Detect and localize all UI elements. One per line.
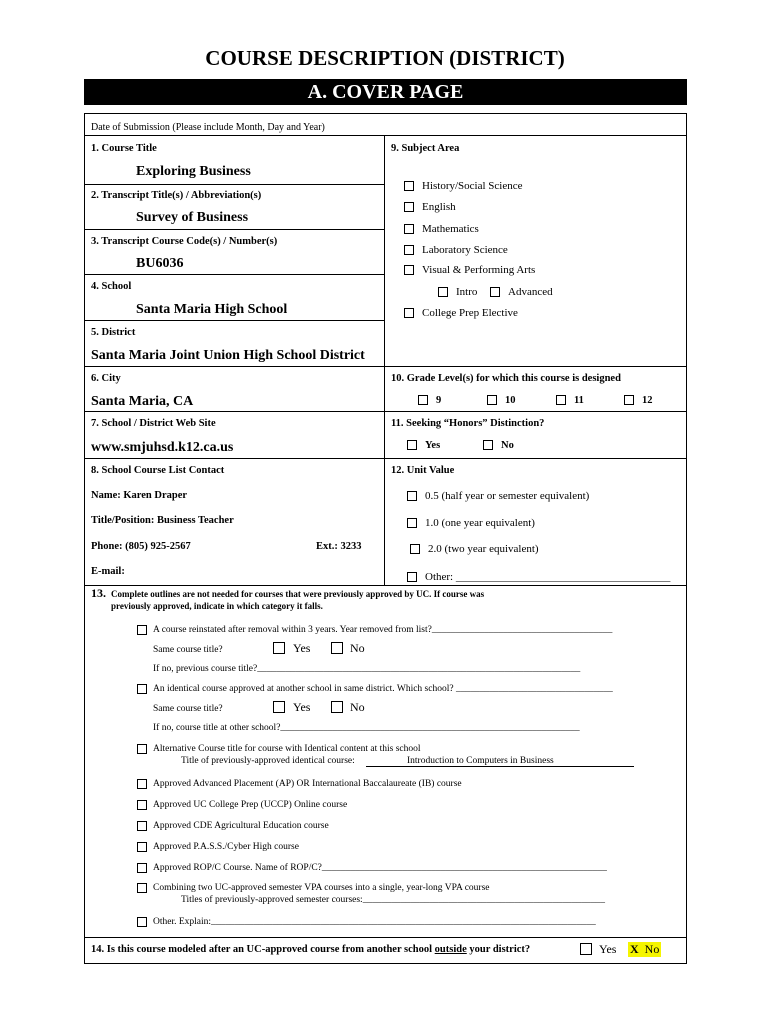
school-label: 4. School bbox=[91, 281, 132, 292]
subject-checkbox-math[interactable] bbox=[404, 224, 414, 234]
subject-checkbox-english[interactable] bbox=[404, 202, 414, 212]
vpa-combo-checkbox[interactable] bbox=[137, 883, 147, 893]
previous-title-field[interactable]: If no, previous course title?____________________________________________________________________ bbox=[153, 664, 581, 674]
section-14-question-start: 14. Is this course modeled after an UC-approved course from another school bbox=[91, 944, 435, 955]
course-title-field[interactable]: Exploring Business bbox=[136, 164, 251, 179]
school-field[interactable]: Santa Maria High School bbox=[136, 302, 288, 317]
contact-label: 8. School Course List Contact bbox=[91, 465, 225, 476]
honors-no-label: No bbox=[501, 440, 514, 451]
grade-level-label: 10. Grade Level(s) for which this course is designed bbox=[391, 373, 621, 384]
reinstated-checkbox[interactable] bbox=[137, 625, 147, 635]
alternative-title-value: Introduction to Computers in Business bbox=[407, 756, 554, 766]
same-title-no-checkbox-2[interactable] bbox=[331, 701, 343, 713]
rop-option[interactable]: Approved ROP/C Course. Name of ROP/C?____________________________________________________________ bbox=[153, 863, 607, 873]
other-checkbox[interactable] bbox=[137, 917, 147, 927]
section-14-no-selection[interactable] bbox=[628, 942, 661, 957]
transcript-code-field[interactable]: BU6036 bbox=[136, 256, 184, 271]
same-title-yes-label-2: Yes bbox=[293, 700, 311, 714]
grade-11-label: 11 bbox=[574, 395, 584, 406]
page-title: COURSE DESCRIPTION (DISTRICT) bbox=[205, 46, 565, 70]
reinstated-option[interactable]: A course reinstated after removal within 3 years. Year removed from list?______________________________________ bbox=[153, 625, 613, 635]
unit-half-label: 0.5 (half year or semester equivalent) bbox=[425, 490, 590, 502]
vpa-advanced-label: Advanced bbox=[508, 286, 553, 298]
grade-10-label: 10 bbox=[505, 395, 516, 406]
city-label: 6. City bbox=[91, 373, 121, 384]
vpa-combo-option: Combining two UC-approved semester VPA courses into a single, year-long VPA course bbox=[153, 883, 490, 893]
other-school-title-field[interactable]: If no, course title at other school?_______________________________________________________________ bbox=[153, 723, 580, 733]
section-banner: A. COVER PAGE bbox=[84, 79, 687, 105]
honors-label: 11. Seeking “Honors” Distinction? bbox=[391, 418, 545, 429]
subject-option-lab-science: Laboratory Science bbox=[422, 244, 508, 256]
contact-position-field[interactable]: Title/Position: Business Teacher bbox=[91, 515, 234, 526]
contact-name-field[interactable]: Name: Karen Draper bbox=[91, 490, 188, 501]
grade-12-checkbox[interactable] bbox=[624, 395, 634, 405]
section-13-heading: Complete outlines are not needed for courses that were previously approved by UC. If course was bbox=[111, 589, 485, 599]
transcript-title-label: 2. Transcript Title(s) / Abbreviation(s) bbox=[91, 190, 262, 201]
vpa-combo-titles-field[interactable]: Titles of previously-approved semester courses:___________________________________________________ bbox=[181, 895, 605, 905]
honors-yes-label: Yes bbox=[425, 440, 441, 451]
subject-option-math: Mathematics bbox=[422, 223, 479, 235]
section-13-number: 13. bbox=[91, 586, 106, 600]
unit-half-checkbox[interactable] bbox=[407, 491, 417, 501]
unit-one-label: 1.0 (one year equivalent) bbox=[425, 517, 535, 529]
transcript-title-field[interactable]: Survey of Business bbox=[136, 210, 249, 225]
same-title-no-label-1: No bbox=[350, 641, 365, 655]
cde-option: Approved CDE Agricultural Education course bbox=[153, 821, 329, 831]
same-title-no-label-2: No bbox=[350, 700, 365, 714]
same-title-yes-label-1: Yes bbox=[293, 641, 311, 655]
alternative-checkbox[interactable] bbox=[137, 744, 147, 754]
identical-checkbox[interactable] bbox=[137, 684, 147, 694]
section-14-question bbox=[91, 944, 530, 955]
subject-option-english: English bbox=[422, 201, 456, 213]
unit-other-checkbox[interactable] bbox=[407, 572, 417, 582]
rop-checkbox[interactable] bbox=[137, 863, 147, 873]
vpa-advanced-checkbox[interactable] bbox=[490, 287, 500, 297]
subject-checkbox-vpa[interactable] bbox=[404, 265, 414, 275]
section-14-x-mark: X bbox=[630, 942, 639, 956]
honors-yes-checkbox[interactable] bbox=[407, 440, 417, 450]
contact-email-field[interactable]: E-mail: bbox=[91, 566, 125, 577]
district-label: 5. District bbox=[91, 327, 136, 338]
section-14-no-label: No bbox=[644, 942, 660, 956]
unit-value-label: 12. Unit Value bbox=[391, 465, 455, 476]
section-13-heading-2: previously approved, indicate in which category it falls. bbox=[111, 601, 323, 611]
pass-checkbox[interactable] bbox=[137, 842, 147, 852]
pass-option: Approved P.A.S.S./Cyber High course bbox=[153, 842, 299, 852]
district-field[interactable]: Santa Maria Joint Union High School District bbox=[91, 348, 365, 363]
submission-date-label: Date of Submission (Please include Month, Day and Year) bbox=[91, 122, 325, 133]
unit-other-field[interactable]: Other: _______________________________________ bbox=[425, 571, 671, 583]
grade-9-label: 9 bbox=[436, 395, 442, 406]
contact-ext-field[interactable]: Ext.: 3233 bbox=[316, 541, 362, 552]
grade-12-label: 12 bbox=[642, 395, 653, 406]
website-field[interactable]: www.smjuhsd.k12.ca.us bbox=[91, 440, 234, 455]
grade-11-checkbox[interactable] bbox=[556, 395, 566, 405]
same-title-label-2: Same course title? bbox=[153, 704, 223, 714]
college-prep-label: College Prep Elective bbox=[422, 307, 518, 319]
grade-9-checkbox[interactable] bbox=[418, 395, 428, 405]
unit-two-checkbox[interactable] bbox=[410, 544, 420, 554]
honors-no-checkbox[interactable] bbox=[483, 440, 493, 450]
ap-ib-checkbox[interactable] bbox=[137, 779, 147, 789]
subject-checkbox-lab-science[interactable] bbox=[404, 245, 414, 255]
subject-area-label: 9. Subject Area bbox=[391, 143, 460, 154]
subject-option-history: History/Social Science bbox=[422, 180, 523, 192]
ap-ib-option: Approved Advanced Placement (AP) OR International Baccalaureate (IB) course bbox=[153, 779, 462, 789]
alternative-option: Alternative Course title for course with Identical content at this school bbox=[153, 744, 421, 754]
same-title-label-1: Same course title? bbox=[153, 645, 223, 655]
unit-two-label: 2.0 (two year equivalent) bbox=[428, 543, 539, 555]
section-14-outside: outside bbox=[434, 944, 467, 955]
vpa-intro-checkbox[interactable] bbox=[438, 287, 448, 297]
section-14-yes-checkbox[interactable] bbox=[580, 943, 592, 955]
section-14-question-end: your district? bbox=[466, 944, 531, 955]
alternative-title-label: Title of previously-approved identical course: bbox=[181, 756, 355, 766]
city-field[interactable]: Santa Maria, CA bbox=[91, 394, 194, 409]
grade-10-checkbox[interactable] bbox=[487, 395, 497, 405]
identical-option[interactable]: An identical course approved at another school in same district. Which school? _________________________________ bbox=[153, 684, 613, 694]
college-prep-checkbox[interactable] bbox=[404, 308, 414, 318]
transcript-code-label: 3. Transcript Course Code(s) / Number(s) bbox=[91, 236, 278, 247]
section-14-yes-label: Yes bbox=[599, 942, 617, 956]
subject-option-vpa: Visual & Performing Arts bbox=[422, 264, 536, 276]
contact-phone-field[interactable]: Phone: (805) 925-2567 bbox=[91, 541, 191, 552]
same-title-yes-checkbox-1[interactable] bbox=[273, 642, 285, 654]
other-explain-field[interactable]: Other. Explain:_________________________________________________________________________________ bbox=[153, 917, 596, 927]
unit-one-checkbox[interactable] bbox=[407, 518, 417, 528]
vpa-intro-label: Intro bbox=[456, 286, 478, 298]
uccp-option: Approved UC College Prep (UCCP) Online course bbox=[153, 800, 348, 810]
uccp-checkbox[interactable] bbox=[137, 800, 147, 810]
subject-checkbox-history[interactable] bbox=[404, 181, 414, 191]
same-title-yes-checkbox-2[interactable] bbox=[273, 701, 285, 713]
same-title-no-checkbox-1[interactable] bbox=[331, 642, 343, 654]
alternative-title-field[interactable] bbox=[366, 756, 634, 767]
course-title-label: 1. Course Title bbox=[91, 143, 157, 154]
cde-checkbox[interactable] bbox=[137, 821, 147, 831]
website-label: 7. School / District Web Site bbox=[91, 418, 216, 429]
